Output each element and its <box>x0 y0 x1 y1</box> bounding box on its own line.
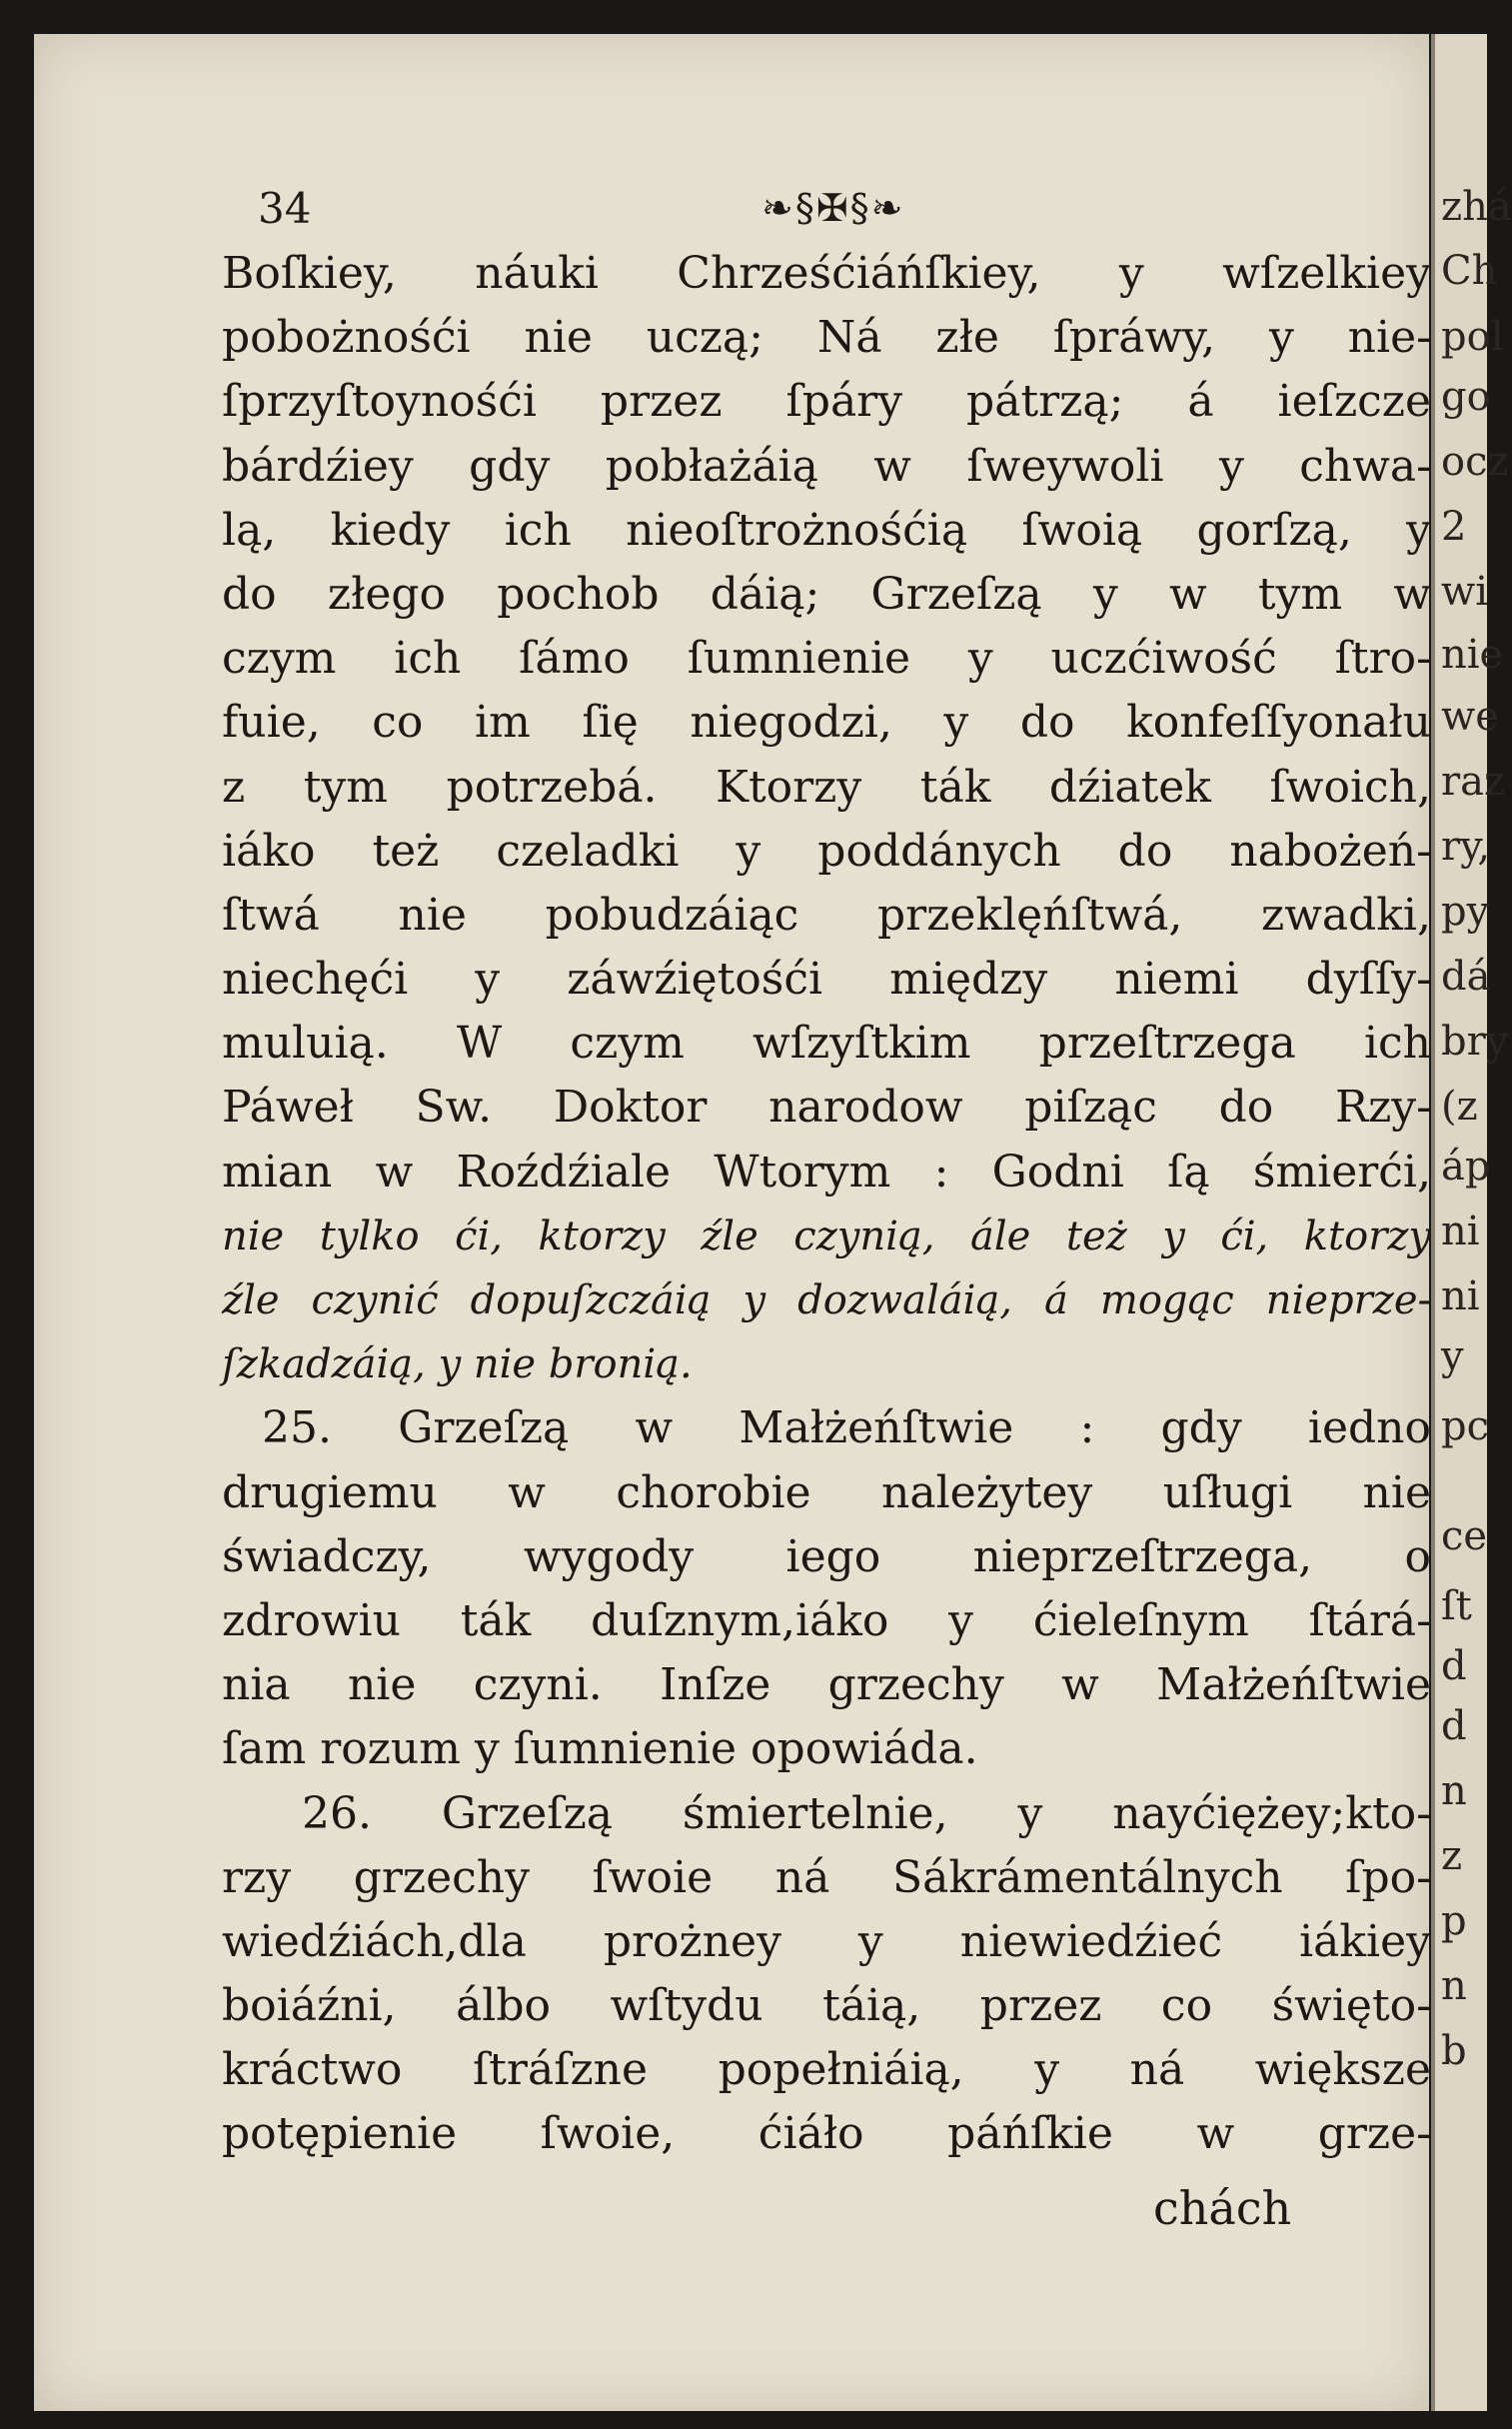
text-line: ſprzyſtoynośći przez ſpáry pátrzą; á ieſzcze <box>222 376 1431 428</box>
page-number: 34 <box>258 184 312 233</box>
facing-page-fragment: Ch <box>1441 248 1498 294</box>
text-line: ſtwá nie pobudzáiąc przeklęńſtwá, zwadki, <box>222 889 1431 941</box>
book-page <box>34 34 1429 2411</box>
facing-page-fragment: (z <box>1441 1084 1478 1130</box>
text-line: bárdźiey gdy pobłażáią w ſweywoli y chwa- <box>222 440 1431 492</box>
facing-page-fragment: z <box>1441 1833 1463 1879</box>
facing-page-fragment: pc <box>1441 1403 1490 1449</box>
facing-page-fragment: zhá <box>1441 184 1512 230</box>
facing-page-fragment: dá <box>1441 954 1491 1000</box>
text-line: 26. Grzeſzą śmiertelnie, y nayćiężey;kto- <box>302 1787 1431 1839</box>
running-head <box>222 184 1431 244</box>
facing-page-fragment: n <box>1441 1963 1467 2009</box>
text-line: muluią. W czym wſzyſtkim przeſtrzega ich <box>222 1018 1431 1070</box>
header-ornament: ❧§✠§❧ <box>761 186 905 230</box>
text-line: świadczy, wygody iego nieprzeſtrzega, o <box>222 1530 1431 1582</box>
text-line: nia nie czyni. Inſze grzechy w Małżeńſtwie <box>222 1659 1431 1711</box>
text-line: pobożnośći nie uczą; Ná złe ſpráwy, y nie- <box>222 312 1431 364</box>
facing-page-fragment: ce <box>1441 1513 1488 1559</box>
facing-page-fragment: y <box>1441 1333 1464 1379</box>
text-line: nie tylko ći, ktorzy źle czynią, ále też y ći, ktorzy <box>222 1213 1431 1259</box>
text-line: z tym potrzebá. Ktorzy ták dźiatek ſwoich, <box>222 761 1431 813</box>
facing-page-fragment: pol <box>1441 314 1504 360</box>
facing-page-fragment: ry, <box>1441 824 1491 870</box>
facing-page-edge <box>1431 34 1512 2411</box>
facing-page-fragment: ni <box>1441 1273 1480 1319</box>
text-line: ſam rozum y ſumnienie opowiáda. <box>222 1723 978 1775</box>
text-line: lą, kiedy ich nieoſtrożnośćią ſwoią gorſzą, y <box>222 504 1431 556</box>
text-line: do złego pochob dáią; Grzeſzą y w tym w <box>222 568 1431 620</box>
text-line: fuie, co im ſię niegodzi, y do konfeſſyonału <box>222 697 1431 749</box>
text-line: Boſkiey, náuki Chrześćiáńſkiey, y wſzelkiey <box>222 248 1431 299</box>
facing-page-fragment: n <box>1441 1768 1467 1814</box>
text-line: czym ich ſámo ſumnienie y uczćiwość ſtro- <box>222 633 1431 685</box>
text-line: ſzkadzáią, y nie bronią. <box>222 1341 693 1388</box>
facing-page-fragment: d <box>1441 1643 1467 1689</box>
facing-page-fragment: b <box>1441 2028 1467 2074</box>
text-line: źle czynić dopuſzczáią y dozwaláią, á mogąc nieprze- <box>222 1277 1431 1323</box>
text-line: boiáźni, álbo wſtydu táią, przez co święto- <box>222 1980 1431 2032</box>
facing-page-fragment: wi <box>1441 569 1489 615</box>
text-line: 25. Grzeſzą w Małżeńſtwie : gdy iedno <box>262 1402 1431 1454</box>
text-line: rzy grzechy ſwoie ná Sákrámentálnych ſpo- <box>222 1851 1431 1903</box>
facing-page-fragment: áp <box>1441 1144 1491 1190</box>
text-line: niechęći y záwźiętośći między niemi dyſſy- <box>222 954 1431 1006</box>
text-line: mian w Roźdźiale Wtorym : Godni ſą śmierći, <box>222 1146 1431 1198</box>
facing-page-fragment: bry <box>1441 1019 1509 1065</box>
facing-page-fragment: d <box>1441 1703 1467 1749</box>
facing-page-fragment: go <box>1441 374 1491 420</box>
facing-page-fragment: we <box>1441 694 1499 740</box>
text-line: zdrowiu ták duſznym,iáko y ćieleſnym ſtárá- <box>222 1594 1431 1646</box>
facing-page-fragment: 2 <box>1441 504 1467 550</box>
catchword: chách <box>1153 2181 1292 2235</box>
body-text <box>222 242 1431 2167</box>
facing-page-fragment: ocz <box>1441 439 1509 485</box>
text-line: potępienie ſwoie, ćiáło páńſkie w grze- <box>222 2108 1431 2160</box>
facing-page-fragment: py <box>1441 889 1490 935</box>
text-line: iáko też czeladki y poddánych do nabożeń- <box>222 825 1431 877</box>
text-line: wiedźiách,dla prożney y niewiedźieć iákiey <box>222 1915 1431 1967</box>
facing-page-fragment: raz <box>1441 759 1506 805</box>
text-line: drugiemu w chorobie należytey uſługi nie <box>222 1466 1431 1518</box>
facing-page-fragment: ſt <box>1441 1583 1472 1629</box>
facing-page-fragment: nie <box>1441 632 1504 678</box>
text-line: kráctwo ſtráſzne popełniáią, y ná większe <box>222 2044 1431 2096</box>
text-line: Páweł Sw. Doktor narodow piſząc do Rzy- <box>222 1082 1431 1134</box>
facing-page-fragment: p <box>1441 1898 1467 1944</box>
facing-page-fragment: ni <box>1441 1209 1480 1254</box>
